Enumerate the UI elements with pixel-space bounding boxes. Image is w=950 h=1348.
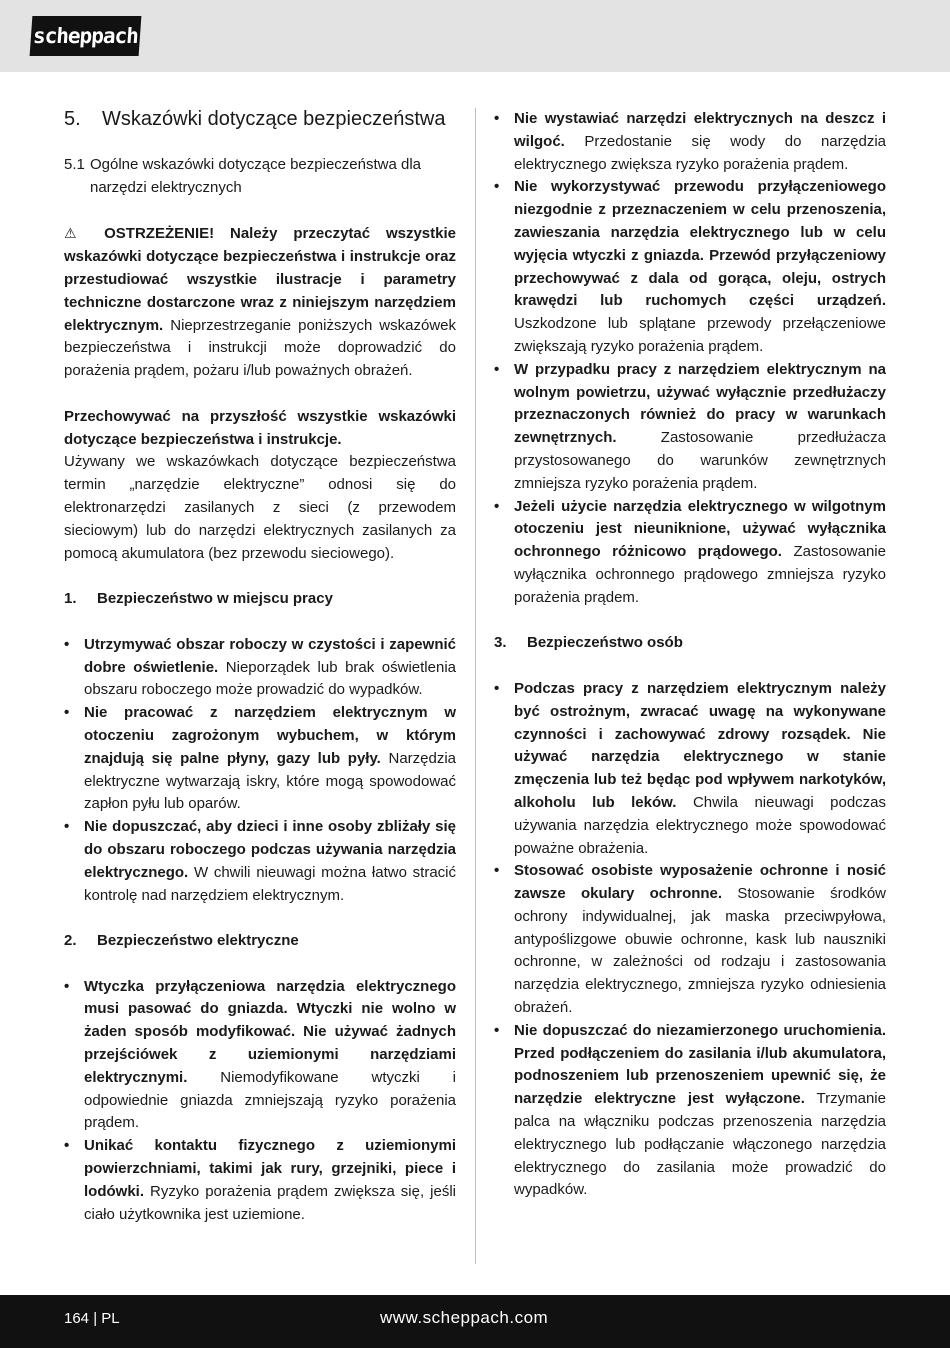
warning-triangle-icon: ⚠ — [64, 225, 89, 242]
list-item: • Nie pracować z narzędziem elektrycznym w otoczeniu zagrożonym wybuchem, w którym znajdują się palne płyny, gazy lub pyły. Narzędzia elektryczne wytwarzają iskry, które mogą spowodować zapłon pyłu lub oparów. — [64, 704, 457, 813]
list-item: • Nie dopuszczać, aby dzieci i inne osoby zbliżały się do obszaru roboczego podczas używania narzędzia elektrycznego. W chwili nieuwagi można łatwo stracić kontrolę nad narzędziem elektrycznym. — [64, 818, 456, 904]
electrical-safety-list — [64, 976, 456, 1227]
website-link[interactable]: www.scheppach.com — [380, 1308, 549, 1327]
warning-paragraph: ⚠ OSTRZEŻENIE! Należy przeczytać wszystkie wskazówki dotyczące bezpieczeństwa i instrukcje oraz przestudiować wszystkie ilustracje i parametry techniczne dostarczone wraz z niniejszym narzędziem elektrycznym. Nieprzestrzeganie poniższych wskazówek bezpieczeństwa i instrukcji może doprowadzić do porażenia prądem, pożaru i/lub poważnych obrażeń. — [64, 225, 457, 380]
section-title: 5. Wskazówki dotyczące bezpieczeństwa — [64, 108, 446, 130]
list-item: • Nie dopuszczać do niezamierzonego uruchomienia. Przed podłączeniem do zasilania i/lub akumulatora, podnoszeniem lub przenoszeniem upewnić się, że narzędzie elektryczne jest wyłączone. Trzymanie palca na włączniku podczas przenoszenia narzędzia elektrycznego lub podłączanie włączonego narzędzia elektrycznego do zasilania może prowadzić do wypadków. — [494, 1021, 886, 1199]
page-number: 164 | PL — [64, 1310, 120, 1327]
keep-instructions-paragraph: Przechowywać na przyszłość wszystkie wskazówki dotyczące bezpieczeństwa i instrukcje. — [64, 407, 456, 448]
list-item: • Jeżeli użycie narzędzia elektrycznego w wilgotnym otoczeniu jest nieuniknione, używać wyłącznika ochronnego różnicowo prądowego. Zastosowanie wyłącznika ochronnego prądowego zmniejsza ryzyko porażenia prądem. — [494, 497, 886, 606]
right-column — [494, 108, 886, 1202]
personal-safety-heading: 3. Bezpieczeństwo osób — [494, 634, 683, 652]
electrical-safety-list-continued — [494, 108, 886, 610]
scheppach-logo: scheppach — [30, 16, 142, 56]
column-divider — [475, 108, 476, 1264]
list-item: • Unikać kontaktu fizycznego z uziemionymi powierzchniami, takimi jak rury, grzejniki, piece i lodówki. Ryzyko porażenia prądem zwiększa się, jeśli ciało użytkownika jest uziemione. — [64, 1137, 456, 1223]
personal-safety-list — [494, 678, 886, 1202]
footer-bar — [0, 1295, 950, 1348]
list-item: • W przypadku pracy z narzędziem elektrycznym na wolnym powietrzu, używać wyłącznie przedłużaczy przeznaczonych również do pracy w warunkach zewnętrznych. Zastosowanie przedłużacza przystosowanego do warunków zewnętrznych zmniejsza ryzyko porażenia prądem. — [494, 360, 886, 492]
electrical-safety-heading: 2. Bezpieczeństwo elektryczne — [64, 932, 299, 950]
list-item: • Utrzymywać obszar roboczy w czystości i zapewnić dobre oświetlenie. Nieporządek lub brak oświetlenia obszaru roboczego może prowadzić do wypadków. — [64, 635, 457, 699]
list-item: • Nie wykorzystywać przewodu przyłączeniowego niezgodnie z przeznaczeniem w celu przenoszenia, zawieszania narzędzia elektrycznego lub w celu wyjęcia wtyczki z gniazda. Przewód przyłączeniowy przechowywać z dala od gorąca, oleju, ostrych krawędzi lub ruchomych części urządzeń. Uszkodzone lub splątane przewody przełączeniowe zwiększają ryzyko porażenia prądem. — [494, 178, 886, 355]
workplace-safety-list — [64, 634, 456, 908]
list-item: • Wtyczka przyłączeniowa narzędzia elektrycznego musi pasować do gniazda. Wtyczki nie wolno w żaden sposób modyfikować. Nie używać żadnych przejściówek z uziemionymi narzędziami elektrycznymi. Niemodyfikowane wtyczki i odpowiednie gniazda zmniejszają ryzyko porażenia prądem. — [64, 977, 457, 1132]
workplace-safety-heading: 1. Bezpieczeństwo w miejscu pracy — [64, 590, 333, 608]
definition-paragraph: Używany we wskazówkach dotyczące bezpieczeństwa termin „narzędzie elektryczne” odnosi się do elektronarzędzi zasilanych z sieci (z przewodem sieciowym) lub do narzędzi elektrycznych zasilanych za pomocą akumulatora (bez przewodu sieciowego). — [64, 453, 456, 562]
header-band — [0, 0, 950, 72]
list-item: • Podczas pracy z narzędziem elektrycznym należy być ostrożnym, zwracać uwagę na wykonywane czynności i zachowywać zdrowy rozsądek. Nie używać narzędzia elektrycznego w stanie zmęczenia lub też będąc pod wpływem narkotyków, alkoholu lub leków. Chwila nieuwagi podczas używania narzędzia elektrycznego może spowodować poważne obrażenia. — [494, 679, 887, 857]
list-item: • Nie wystawiać narzędzi elektrycznych na deszcz i wilgoć. Przedostanie się wody do narzędzia elektrycznego zwiększa ryzyko porażenia prądem. — [494, 110, 887, 173]
list-item: • Stosować osobiste wyposażenie ochronne i nosić zawsze okulary ochronne. Stosowanie środków ochrony indywidualnej, jak maska przeciwpyłowa, antypoślizgowe obuwie ochronne, kask lub nauszniki ochronne, w zależności od rodzaju i zastosowania narzędzia elektrycznego, zmniejsza ryzyko odniesienia obrażeń. — [494, 862, 887, 1017]
left-column — [64, 108, 456, 1226]
subsection-title: 5.1 Ogólne wskazówki dotyczące bezpieczeństwa dla narzędzi elektrycznych — [64, 156, 422, 196]
